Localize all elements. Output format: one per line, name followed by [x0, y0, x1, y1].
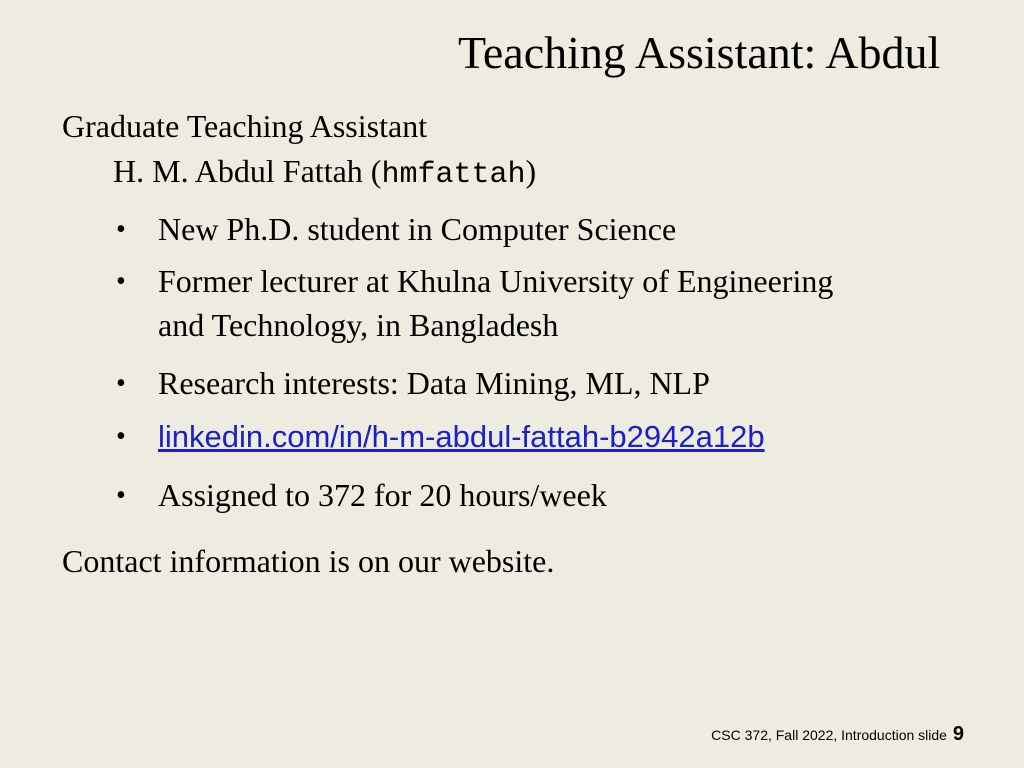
bullet-phd-student: New Ph.D. student in Computer Science — [158, 211, 677, 247]
bullet-former-lecturer-cont: and Technology, in Bangladesh — [158, 307, 559, 343]
ta-name-line — [113, 151, 536, 195]
linkedin-link[interactable]: linkedin.com/in/h-m-abdul-fattah-b2942a12b — [158, 419, 765, 454]
slide-footer — [711, 720, 964, 749]
ta-name-suffix: ) — [525, 153, 537, 189]
bullet-icon: • — [116, 214, 126, 245]
contact-info: Contact information is on our website. — [62, 543, 555, 579]
slide-number: 9 — [952, 723, 964, 745]
footer-text: CSC 372, Fall 2022, Introduction slide — [711, 727, 947, 743]
slide-title: Teaching Assistant: Abdul — [458, 27, 941, 78]
bullet-icon: • — [116, 421, 126, 452]
bullet-research-interests: Research interests: Data Mining, ML, NLP — [158, 365, 710, 401]
bullet-assigned-hours: Assigned to 372 for 20 hours/week — [158, 477, 607, 513]
section-heading: Graduate Teaching Assistant — [62, 108, 428, 144]
ta-username: hmfattah — [381, 158, 526, 192]
bullet-linkedin — [158, 414, 765, 459]
bullet-icon: • — [116, 368, 126, 399]
bullet-icon: • — [116, 480, 126, 511]
ta-name-prefix: H. M. Abdul Fattah ( — [113, 153, 382, 189]
bullet-former-lecturer: Former lecturer at Khulna University of Engineering — [158, 263, 834, 299]
bullet-icon: • — [116, 266, 126, 297]
